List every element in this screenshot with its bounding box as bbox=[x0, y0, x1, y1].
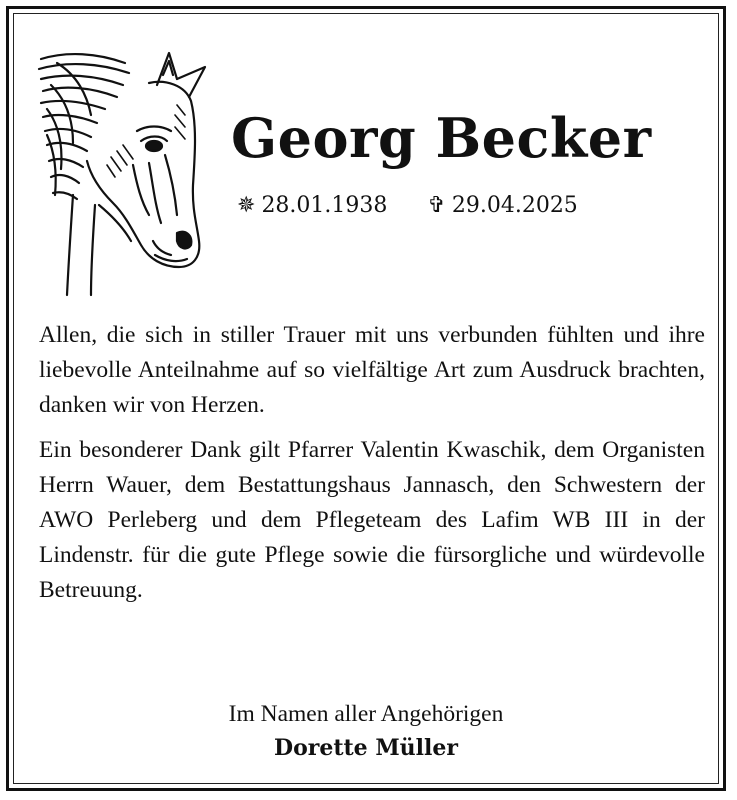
death-date: 29.04.2025 bbox=[451, 193, 578, 218]
special-thanks-paragraph: Ein besonderer Dank gilt Pfarrer Valentin Kwaschik, dem Organisten Herrn Wauer, dem Bestattungshaus Jannasch, den Schwestern der AWO Perleberg und dem Pflegeteam des Lafim WB III in der Lindenstr. für die gute Pflege sowie die fürsorgliche und würdevolle Betreuung. bbox=[39, 437, 705, 603]
life-dates bbox=[237, 193, 578, 218]
notice-body bbox=[39, 318, 705, 618]
deceased-name: Georg Becker bbox=[231, 106, 652, 170]
horse-head-image bbox=[37, 45, 207, 300]
death-date-group bbox=[427, 193, 577, 218]
obituary-notice bbox=[6, 6, 726, 791]
death-cross-icon: ✞ bbox=[427, 193, 446, 218]
sign-line: Im Namen aller Angehörigen bbox=[228, 701, 504, 727]
birth-star-icon: ✵ bbox=[237, 193, 256, 218]
birth-date-group bbox=[237, 193, 387, 218]
signer-name: Dorette Müller bbox=[274, 735, 458, 761]
thanks-paragraph: Allen, die sich in stiller Trauer mit uns verbunden fühlten und ihre liebevolle Anteilnahme auf so vielfältige Art zum Ausdruck brachten, danken wir von Herzen. bbox=[39, 322, 705, 418]
birth-date: 28.01.1938 bbox=[261, 193, 388, 218]
signature-block bbox=[9, 697, 723, 765]
